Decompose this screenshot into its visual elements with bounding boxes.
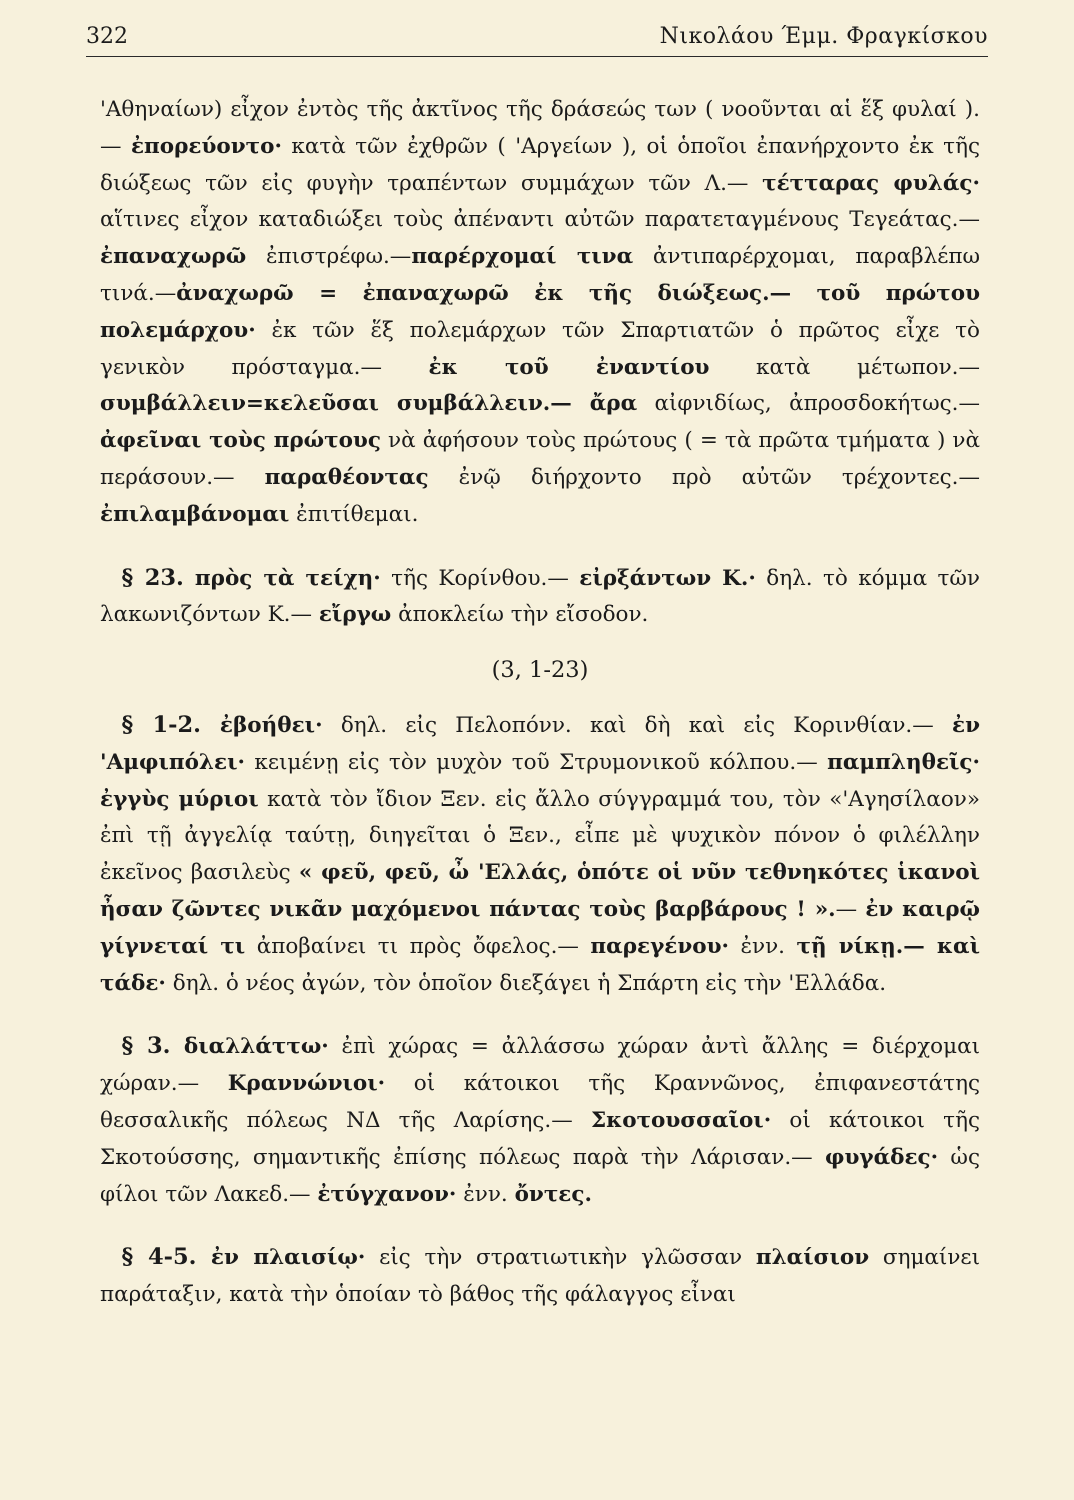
lemma: ἐν 'Αμφιπόλει· (100, 712, 980, 775)
text: σημαίνει παράταξιν, κατὰ τὴν ὁποίαν τὸ βάθος τῆς φάλαγγος εἶναι (100, 1245, 981, 1308)
section-title: (3, 1-23) (491, 657, 589, 684)
text: τῆς Κορίνθου.— (380, 565, 580, 591)
paragraph-1 (100, 92, 980, 534)
lemma: παρεγένου· (590, 933, 729, 959)
lemma: παμπληθεῖς· ἐγγὺς μύριοι (100, 749, 980, 812)
text: κατὰ τῶν ἐχθρῶν ( 'Αργείων ), οἱ ὁποῖοι ἐπανήρχοντο ἐκ τῆς διώξεως τῶν εἰς φυγὴν τραπέντων συμμάχων τῶν Λ.— (100, 133, 980, 196)
text: κατὰ μέτωπον.— (709, 354, 980, 380)
lemma: ἀναχωρῶ = ἐπαναχωρῶ ἐκ τῆς διώξεως.— τοῦ πρώτου πολεμάρχου· (100, 280, 980, 343)
section-marker: § 1-2. (121, 711, 202, 738)
lemma: τέτταρας φυλάς· (762, 170, 980, 196)
paragraph-5 (100, 1239, 980, 1314)
lemma: τῇ νίκῃ.— καὶ τάδε· (100, 933, 980, 996)
text: ἐνῷ διήρχοντο πρὸ αὐτῶν τρέχοντες.— (428, 464, 981, 490)
page-header (86, 16, 988, 57)
lemma: πλαίσιον (755, 1245, 870, 1271)
lemma: συμβάλλειν=κελεῦσαι συμβάλλειν.— ἄρα (100, 391, 638, 417)
text: κειμένῃ εἰς τὸν μυχὸν τοῦ Στρυμονικοῦ κόλπου.— (244, 749, 828, 775)
text: ἐπιστρέφω.— (246, 244, 412, 270)
text: οἱ κάτοικοι τῆς Σκοτούσσης, σημαντικῆς ἐπίσης πόλεως παρὰ τὴν Λάρισαν.— (100, 1107, 980, 1170)
running-head: Νικολάου Έμμ. Φραγκίσκου (659, 24, 988, 49)
text: αἰφνιδίως, ἀπροσδοκήτως.— (637, 391, 980, 417)
lemma: ἀφεῖναι τοὺς πρώτους (100, 428, 381, 454)
text: ὡς φίλοι τῶν Λακεδ.— (100, 1144, 980, 1207)
text: δηλ. ὁ νέος ἀγών, τὸν ὁποῖον διεξάγει ἡ Σπάρτη εἰς τὴν 'Ελλάδα. (165, 970, 887, 996)
lemma: ἐβοήθει· (201, 712, 323, 738)
page-number: 322 (86, 24, 128, 49)
spacer (100, 1002, 980, 1028)
lemma: εἰρξάντων Κ.· (579, 565, 756, 591)
section-marker: § 23. (121, 564, 184, 591)
text: εἰς τὴν στρατιωτικὴν γλῶσσαν (365, 1245, 756, 1271)
text: οἱ κάτοικοι τῆς Κραννῶνος, ἐπιφανεστάτης θεσσαλικῆς πόλεως ΝΔ τῆς Λαρίσης.— (100, 1071, 980, 1133)
lemma: « φεῦ, φεῦ, ὦ 'Ελλάς, ὁπότε οἱ νῦν τεθνηκότες ἱκανοὶ ἦσαν ζῶντες νικᾶν μαχόμενοι πάντας τοὺς βαρβάρους ! ». (100, 860, 980, 922)
text: ἐπιτίθεμαι. (289, 501, 419, 527)
section-marker: § 3. (121, 1033, 171, 1060)
spacer (100, 534, 980, 560)
lemma: Σκοτουσσαῖοι· (590, 1107, 772, 1133)
lemma: Κραννώνιοι· (227, 1071, 386, 1097)
lemma: πρὸς τὰ τείχη· (183, 565, 381, 591)
paragraph-2 (100, 560, 980, 635)
text: δηλ. τὸ κόμμα τῶν λακωνιζόντων Κ.— (100, 565, 981, 628)
lemma: ἐπαναχωρῶ (100, 244, 247, 270)
text: αἵτινες εἶχον καταδιώξει τοὺς ἀπέναντι αὐτῶν παρατεταγμένους Τεγεάτας.— (100, 207, 980, 233)
text: ἀποκλείω τὴν εἴσοδον. (391, 602, 649, 628)
lemma: ἐπορεύοντο· (130, 133, 282, 159)
text: νὰ ἀφήσουν τοὺς πρώτους ( = τὰ πρῶτα τμήματα ) νὰ περάσουν.— (100, 428, 981, 490)
lemma: ὄντες. (514, 1181, 592, 1207)
text: ἐκ τῶν ἕξ πολεμάρχων τῶν Σπαρτιατῶν ὁ πρῶτος εἶχε τὸ γενικὸν πρόσταγμα.— (100, 317, 980, 380)
text: ἐνν. (456, 1181, 515, 1207)
lemma: παραθέοντας (264, 464, 429, 490)
text: ἀποβαίνει τι πρὸς ὄφελος.— (245, 933, 591, 959)
paragraph-4 (100, 1028, 980, 1213)
text: ἀντιπαρέρχομαι, παραβλέπω τινά.— (100, 244, 981, 306)
text: δηλ. εἰς Πελοπόνν. καὶ δὴ καὶ εἰς Κορινθίαν.— (322, 712, 952, 738)
section-marker: § 4-5. (121, 1244, 197, 1271)
lemma: διαλλάττω· (170, 1034, 329, 1060)
spacer (100, 1213, 980, 1239)
lemma: ἐν πλαισίῳ· (196, 1245, 366, 1271)
lemma: ἐτύγχανον· (317, 1181, 457, 1207)
text: κατὰ τὸν ἴδιον Ξεν. εἰς ἄλλο σύγγραμμά του, τὸν «'Αγησίλαον» ἐπὶ τῇ ἀγγελίᾳ ταύτῃ, διηγεῖται ὁ Ξεν., εἶπε μὲ ψυχικὸν πόνον ὁ φιλέλλην ἐκεῖνος βασιλεὺς (100, 786, 980, 886)
text: ἐπὶ χώρας = ἀλλάσσω χώραν ἀντὶ ἄλλης = διέρχομαι χώραν.— (100, 1034, 981, 1097)
lemma: εἴργω (318, 602, 392, 628)
spacer (100, 689, 980, 707)
text: — (835, 896, 866, 922)
lemma: ἐν καιρῷ γίγνεταί τι (100, 896, 980, 959)
spacer (100, 634, 980, 652)
paragraph-3 (100, 707, 980, 1002)
lemma: φυγάδες· (825, 1144, 939, 1170)
lemma: παρέρχομαί τινα (411, 244, 634, 270)
lemma: ἐπιλαμβάνομαι (100, 501, 290, 527)
text: ἐνν. (729, 933, 797, 959)
text: 'Αθηναίων) εἶχον ἐντὸς τῆς ἀκτῖνος τῆς δράσεώς των ( νοοῦνται αἱ ἕξ φυλαί ).— (100, 97, 980, 159)
body-text (100, 92, 980, 1314)
lemma: ἐκ τοῦ ἐναντίου (428, 354, 710, 380)
